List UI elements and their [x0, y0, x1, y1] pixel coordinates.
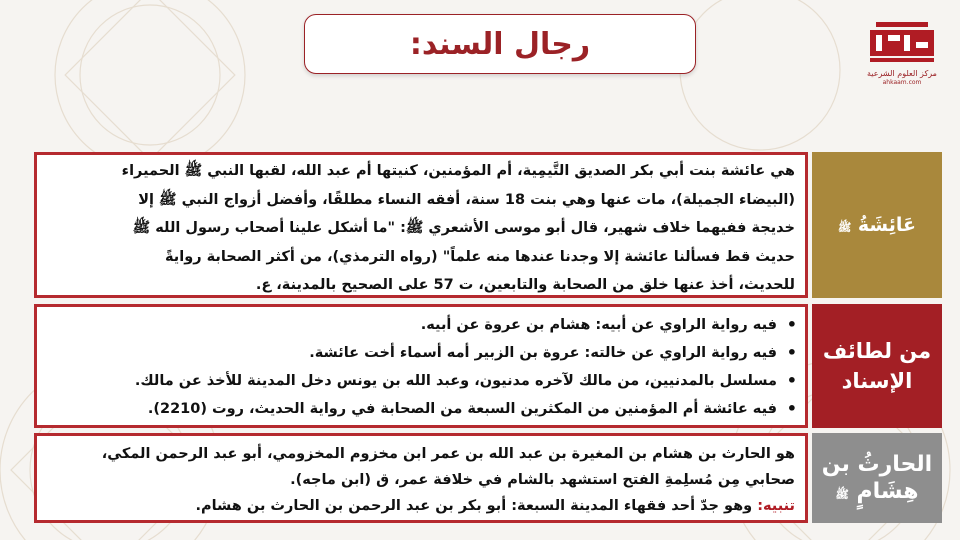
section-isnad: [34, 304, 942, 428]
isnad-list: [37, 307, 805, 423]
section-aisha-label: [812, 152, 942, 298]
harith-line-2: صحابي مِن مُسلِمةِ الفتح استشهد بالشام في خلافة عمر، ق (ابن ماجه).: [290, 472, 795, 488]
logo-mark: [866, 20, 938, 68]
aisha-line-1: هي عائشة بنت أبي بكر الصديق التَّيمِية، أم المؤمنين، كنيتها أم عبد الله، لقبها النبي ﷺ الحميراء: [121, 163, 795, 179]
harith-honorific: ﷺ: [835, 488, 849, 501]
note-text: وهو جدّ أحد فقهاء المدينة السبعة: أبو بكر بن عبد الرحمن بن الحارث بن هشام.: [195, 498, 758, 514]
harith-label-line-2: هِشَامٍ: [856, 479, 919, 504]
aisha-label-text: عَائِشَةُ: [857, 213, 917, 236]
isnad-label-line-1: من لطائف: [822, 338, 932, 363]
section-aisha: [34, 152, 942, 298]
section-aisha-content: [34, 152, 808, 298]
logo-subtitle-small: ahkaam.com: [882, 79, 922, 86]
aisha-line-4: حديث قط فسألنا عائشة إلا وجدنا عندها منه علماً" (رواه الترمذي)، من أكثر الصحابة روايةً: [164, 248, 795, 265]
list-item: • فيه رواية الراوي عن خالته: عروة بن الزبير أمه أسماء أخت عائشة.: [45, 339, 777, 367]
harith-line-1: هو الحارث بن هشام بن المغيرة بن عبد الله بن عمر ابن مخزوم المخزومي، أبو عبد الرحمن المكي،: [101, 446, 795, 462]
logo-subtitle: مركز العلوم الشرعية: [867, 69, 937, 78]
isnad-label-line-2: الإسناد: [841, 369, 913, 393]
section-harith-label: [812, 433, 942, 523]
list-item: • فيه عائشة أم المؤمنين من المكثرين السبعة من الصحابة في رواية الحديث، روت (2210).: [45, 395, 777, 423]
aisha-bio: [37, 155, 805, 300]
note-label: تنبيه:: [757, 498, 795, 514]
section-harith: [34, 433, 942, 523]
harith-label-line-1: الحارثُ بن: [821, 451, 933, 477]
list-item: • مسلسل بالمدنيين، من مالك لآخره مدنيون، وعبد الله بن يونس دخل المدينة للأخذ عن مالك.: [45, 367, 777, 395]
section-isnad-content: [34, 304, 808, 428]
aisha-line-5: للحديث، أخذ عنها خلق من الصحابة والتابعين، ت 57 على الصحيح بالمدينة، ع.: [255, 277, 795, 293]
logo: [862, 20, 942, 92]
harith-bio: [37, 436, 805, 519]
slide-title: رجال السند:: [409, 26, 591, 62]
list-item: • فيه رواية الراوي عن أبيه: هشام بن عروة عن أبيه.: [45, 311, 777, 339]
section-isnad-label: [812, 304, 942, 428]
aisha-line-2: (البيضاء الجميلة)، مات عنها وهي بنت 18 سنة، أفقه النساء مطلقًا، وأفضل أزواج النبي ﷺ إلا: [138, 191, 795, 208]
slide-title-box: [304, 14, 696, 74]
section-harith-content: [34, 433, 808, 523]
aisha-honorific: ﷺ: [837, 220, 852, 234]
aisha-line-3: خديجة ففيهما خلاف شهير، قال أبو موسى الأشعري ﷺ: "ما أشكل علينا أصحاب رسول الله ﷺ: [132, 220, 795, 236]
